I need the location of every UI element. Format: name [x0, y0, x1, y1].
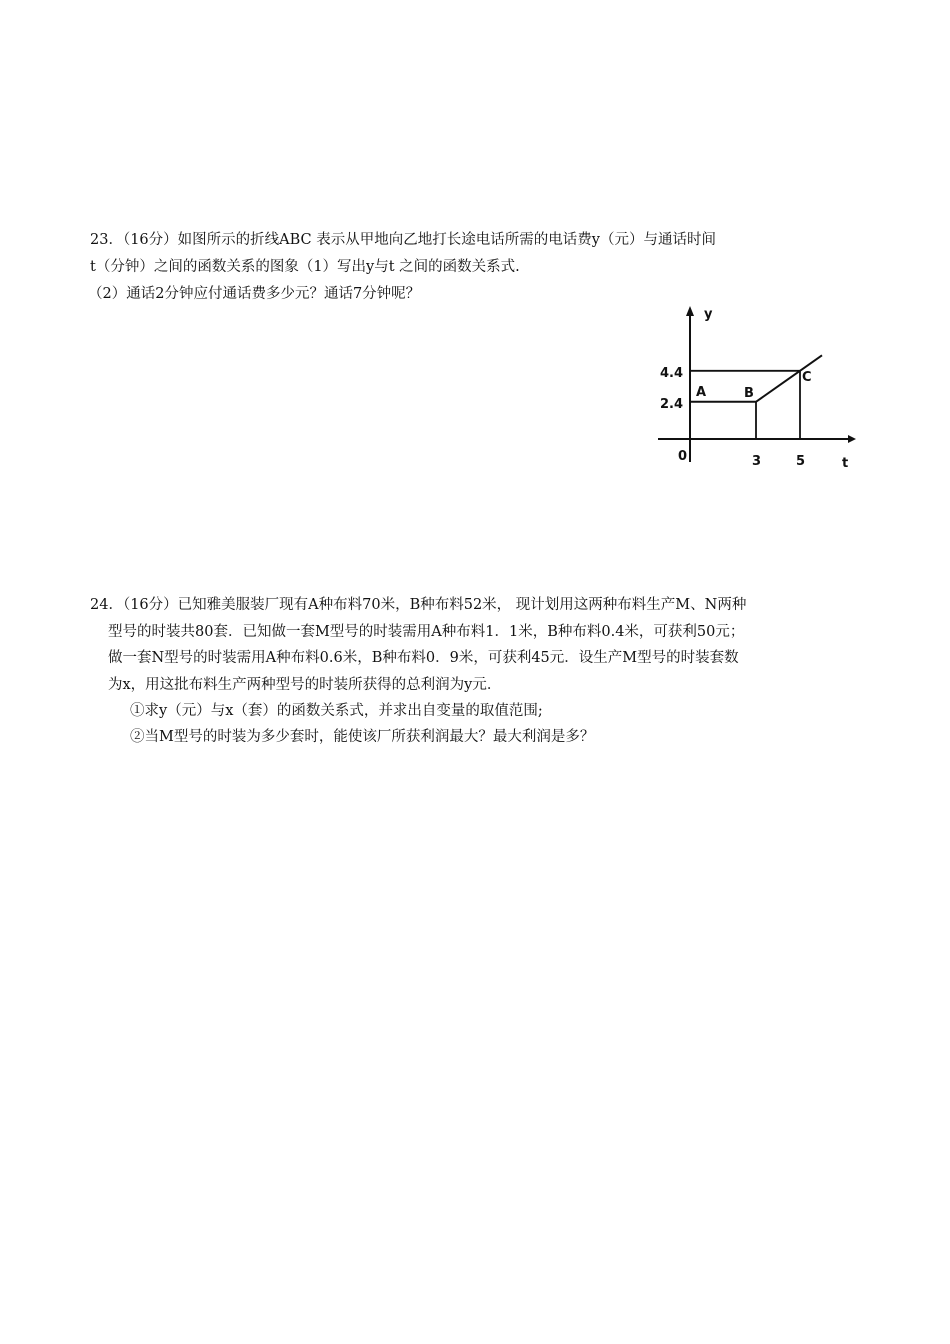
- q24-item-1: ①求y（元）与x（套）的函数关系式，并求出自变量的取值范围;: [130, 703, 543, 719]
- q23-line-2: t（分钟）之间的函数关系的图象（1）写出y与t 之间的函数关系式.: [90, 259, 520, 275]
- point-label-a: A: [696, 384, 707, 400]
- origin-label: 0: [678, 449, 688, 464]
- x-tick-label-3: 3: [752, 454, 762, 469]
- y-axis-arrow: [686, 306, 694, 316]
- q23-line-3: （2）通话2分钟应付通话费多少元？通话7分钟呢？: [88, 286, 421, 302]
- y-axis-label: y: [704, 307, 713, 322]
- y-tick-label-4-4: 4.4: [660, 365, 684, 381]
- phone-fee-graph: [648, 302, 860, 474]
- q23-line-1: 23．（16分）如图所示的折线ABC 表示从甲地向乙地打长途电话所需的电话费y（元）与通话时间: [90, 232, 716, 248]
- q24-line-4: 为x，用这批布料生产两种型号的时装所获得的总利润为y元．: [108, 677, 502, 693]
- q24-line-2: 型号的时装共80套．已知做一套M型号的时装需用A种布料1．1米，B种布料0.4米，可获利50元；: [108, 624, 745, 640]
- x-tick-label-5: 5: [796, 454, 806, 469]
- point-label-b: B: [744, 385, 754, 401]
- q24-line-1: 24．（16分）已知雅美服装厂现有A种布料70米，B种布料52米， 现计划用这两种布料生产M、N两种: [90, 597, 747, 613]
- point-label-c: C: [802, 369, 812, 385]
- y-tick-label-2-4: 2.4: [660, 396, 684, 412]
- q24-item-2: ②当M型号的时装为多少套时，能使该厂所获利润最大？最大利润是多？: [130, 729, 595, 745]
- x-axis-label: t: [842, 456, 849, 471]
- q24-line-3: 做一套N型号的时装需用A种布料0.6米，B种布料0．9米，可获利45元．设生产M型号的时装套数: [108, 650, 739, 666]
- x-axis-arrow: [848, 435, 856, 443]
